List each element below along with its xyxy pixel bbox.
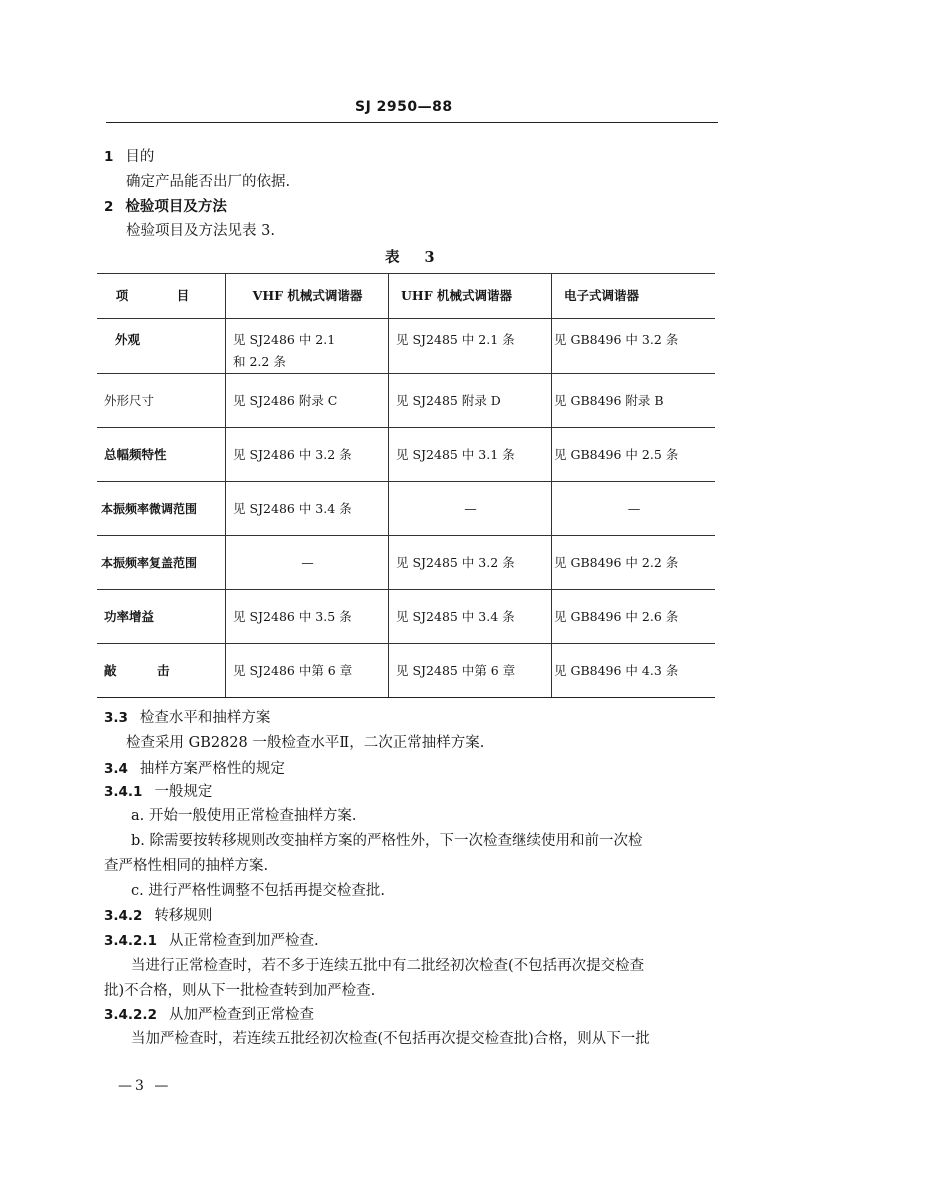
section-1-text: 确定产品能否出厂的依据. xyxy=(126,174,291,190)
section-3-4-heading xyxy=(104,760,285,778)
section-3-4-2-1-text-line-2: 批)不合格，则从下一批检查转到加严检查. xyxy=(104,983,376,999)
section-number: 3.4.2.2 xyxy=(104,1007,157,1023)
section-3-4-1-heading xyxy=(104,783,212,801)
section-1-heading xyxy=(104,148,154,166)
table-cell: 见 GB8496 中 2.6 条 xyxy=(552,590,716,644)
table-row xyxy=(97,536,715,590)
header-vhf: VHF 机械式调谐器 xyxy=(226,274,389,319)
section-number: 3.3 xyxy=(104,710,128,726)
section-title: 目的 xyxy=(125,149,155,165)
section-3-4-2-1-text-line-1: 当进行正常检查时，若不多于连续五批中有二批经初次检查(不包括再次提交检查 xyxy=(131,958,645,974)
header-uhf: UHF 机械式调谐器 xyxy=(389,274,552,319)
table-cell: 见 GB8496 中 2.2 条 xyxy=(552,536,716,590)
section-number: 3.4.1 xyxy=(104,784,143,800)
section-title: 从加严检查到正常检查 xyxy=(168,1007,314,1023)
section-title: 检验项目及方法 xyxy=(125,198,227,215)
table-row xyxy=(97,644,715,698)
table-cell: 见 SJ2486 中 2.1 和 2.2 条 xyxy=(226,319,389,374)
table-header-row xyxy=(97,274,715,319)
section-number: 1 xyxy=(104,149,114,165)
section-2-text: 检验项目及方法见表 3. xyxy=(126,223,275,239)
section-number: 2 xyxy=(104,199,114,215)
table-row xyxy=(97,428,715,482)
section-3-3-text: 检查采用 GB2828 一般检查水平Ⅱ，二次正常抽样方案. xyxy=(126,735,485,751)
table-cell: 见 SJ2485 中 3.1 条 xyxy=(389,428,552,482)
table-cell: 外观 xyxy=(97,319,226,374)
table-cell: 见 SJ2485 中 3.2 条 xyxy=(389,536,552,590)
header-rule xyxy=(106,122,718,123)
table-row xyxy=(97,590,715,644)
section-title: 抽样方案严格性的规定 xyxy=(139,761,285,777)
item-a: a. 开始一般使用正常检查抽样方案. xyxy=(131,808,357,824)
item-c: c. 进行严格性调整不包括再提交检查批. xyxy=(131,883,385,899)
table-caption: 表 3 xyxy=(385,249,445,266)
table-cell: 功率增益 xyxy=(97,590,226,644)
table-row xyxy=(97,319,715,374)
header-item: 项 目 xyxy=(97,274,226,319)
section-title: 从正常检查到加严检查. xyxy=(168,933,319,949)
table-cell: 见 SJ2486 中 3.2 条 xyxy=(226,428,389,482)
section-title: 一般规定 xyxy=(154,784,213,800)
table-cell: 总幅频特性 xyxy=(97,428,226,482)
section-number: 3.4 xyxy=(104,761,128,777)
item-b-line-1: b. 除需要按转移规则改变抽样方案的严格性外，下一次检查继续使用和前一次检 xyxy=(131,833,643,849)
standard-header: SJ 2950—88 xyxy=(355,99,453,115)
section-3-4-2-2-heading xyxy=(104,1006,314,1024)
table-cell: 见 SJ2486 中 3.4 条 xyxy=(226,482,389,536)
section-title: 转移规则 xyxy=(154,908,213,924)
table-cell: 见 SJ2485 附录 D xyxy=(389,374,552,428)
table-cell: 见 SJ2486 中 3.5 条 xyxy=(226,590,389,644)
table-cell: 见 SJ2486 中第 6 章 xyxy=(226,644,389,698)
table-cell: 见 GB8496 附录 B xyxy=(552,374,716,428)
table-cell: 见 GB8496 中 4.3 条 xyxy=(552,644,716,698)
section-number: 3.4.2 xyxy=(104,908,143,924)
inspection-table xyxy=(97,273,715,698)
table-cell: 外形尺寸 xyxy=(97,374,226,428)
section-3-4-2-2-text-line-1: 当加严检查时，若连续五批经初次检查(不包括再次提交检查批)合格，则从下一批 xyxy=(131,1031,650,1047)
section-title: 检查水平和抽样方案 xyxy=(139,710,271,726)
table-row xyxy=(97,482,715,536)
page-number: —3 — xyxy=(118,1078,172,1094)
table-cell: 见 SJ2486 附录 C xyxy=(226,374,389,428)
section-number: 3.4.2.1 xyxy=(104,933,157,949)
table-row xyxy=(97,374,715,428)
section-3-3-heading xyxy=(104,709,270,727)
table-cell: — xyxy=(552,482,716,536)
table-cell: 见 GB8496 中 2.5 条 xyxy=(552,428,716,482)
section-3-4-2-1-heading xyxy=(104,932,319,950)
table-cell: 见 GB8496 中 3.2 条 xyxy=(552,319,716,374)
header-electronic: 电子式调谐器 xyxy=(552,274,716,319)
table-cell: 本振频率微调范围 xyxy=(97,482,226,536)
table-cell: — xyxy=(389,482,552,536)
section-2-heading xyxy=(104,198,227,216)
table-cell: 敲 击 xyxy=(97,644,226,698)
item-b-line-2: 查严格性相同的抽样方案. xyxy=(104,858,269,874)
section-3-4-2-heading xyxy=(104,907,212,925)
table-cell: 本振频率复盖范围 xyxy=(97,536,226,590)
table-cell: 见 SJ2485 中 2.1 条 xyxy=(389,319,552,374)
table-cell: 见 SJ2485 中 3.4 条 xyxy=(389,590,552,644)
table-cell: — xyxy=(226,536,389,590)
table-cell: 见 SJ2485 中第 6 章 xyxy=(389,644,552,698)
